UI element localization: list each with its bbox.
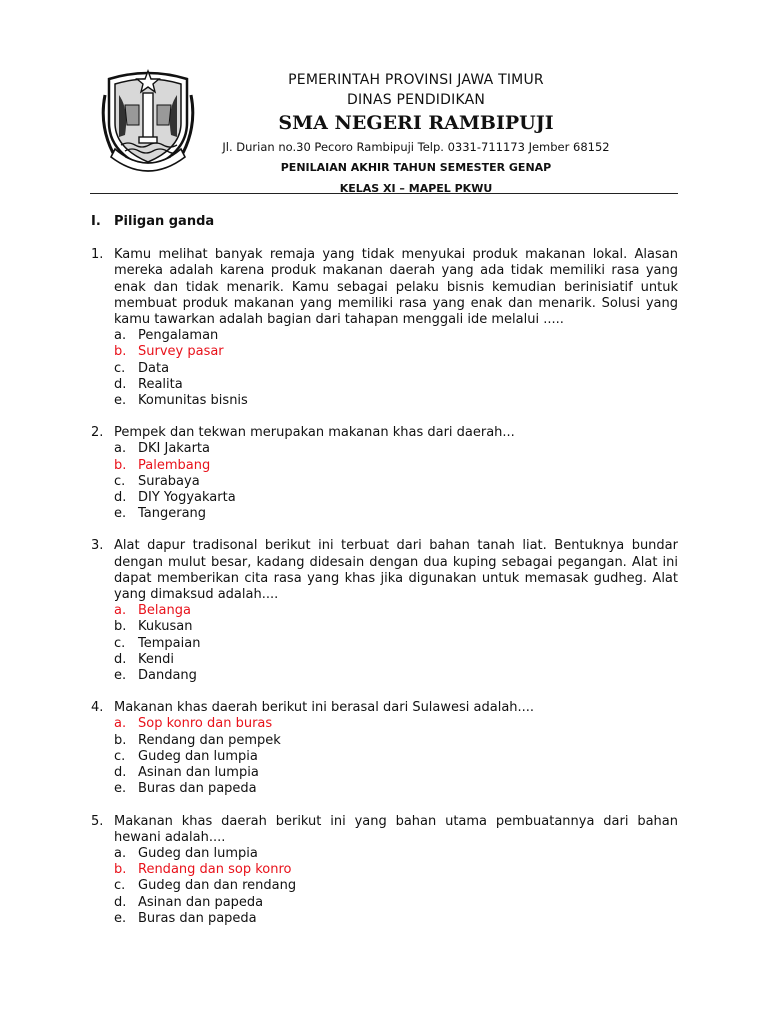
answer-options <box>114 603 678 684</box>
question-item <box>91 700 678 797</box>
option-text: Gudeg dan dan rendang <box>138 878 297 894</box>
department-name: DINAS PENDIDIKAN <box>346 92 486 108</box>
option-text: Tangerang <box>138 506 207 522</box>
option-letter: c. <box>114 473 126 489</box>
answer-option <box>114 361 678 377</box>
answer-options <box>114 328 678 409</box>
option-text: Palembang <box>138 457 211 473</box>
option-text: Pengalaman <box>138 328 219 344</box>
option-letter: a. <box>114 603 127 619</box>
option-text: Buras dan papeda <box>138 910 257 926</box>
question-number: 3. <box>91 538 104 554</box>
answer-option <box>114 781 678 797</box>
answer-option <box>114 878 678 894</box>
option-letter: b. <box>114 862 127 878</box>
answer-option-correct <box>114 716 678 732</box>
answer-option-correct <box>114 458 678 474</box>
answer-option-correct <box>114 862 678 878</box>
question-row <box>91 538 678 603</box>
option-text: Asinan dan lumpia <box>138 765 259 781</box>
answer-option <box>114 733 678 749</box>
section-number: I. <box>91 214 101 229</box>
government-name: PEMERINTAH PROVINSI JAWA TIMUR <box>288 72 544 88</box>
question-item <box>91 425 678 522</box>
answer-options <box>114 441 678 522</box>
answer-option-correct <box>114 344 678 360</box>
option-letter: c. <box>114 748 126 764</box>
answer-option <box>114 506 678 522</box>
option-letter: b. <box>114 732 127 748</box>
option-letter: e. <box>114 506 127 522</box>
question-number: 1. <box>91 247 104 263</box>
answer-option <box>114 474 678 490</box>
question-text: Alat dapur tradisonal berikut ini terbuat dari bahan tanah liat. Bentuknya bundar dengan mulut besar, kadang didesain dengan dua kuping sebagai pegangan. Alat ini dapat memberikan cita rasa yang khas jika digunakan untuk memasak gudheg. Alat yang dimaksud adalah.... <box>114 538 678 603</box>
option-letter: e. <box>114 781 127 797</box>
option-text: DKI Jakarta <box>138 441 210 457</box>
question-text: Pempek dan tekwan merupakan makanan khas dari daerah... <box>114 425 515 441</box>
option-letter: b. <box>114 619 127 635</box>
option-text: Sop konro dan buras <box>138 716 273 732</box>
answer-option <box>114 749 678 765</box>
question-item <box>91 247 678 409</box>
answer-option <box>114 636 678 652</box>
answer-option <box>114 765 678 781</box>
question-number: 2. <box>91 425 104 441</box>
option-text: Surabaya <box>138 473 200 489</box>
option-letter: d. <box>114 894 127 910</box>
question-list <box>91 247 678 927</box>
header-divider <box>90 193 678 194</box>
option-text: Komunitas bisnis <box>138 393 248 409</box>
option-text: Dandang <box>138 668 197 684</box>
answer-option <box>114 668 678 684</box>
question-text: Kamu melihat banyak remaja yang tidak menyukai produk makanan lokal. Alasan mereka adalah karena produk makanan daerah yang ada tidak memiliki rasa yang enak dan tidak menarik. Kamu sebagai pelaku bisnis kemudian berinisiatif untuk membuat produk makanan yang memiliki rasa yang enak dan menarik. Solusi yang kamu tawarkan adalah bagian dari tahapan menggali ide melalui ..... <box>114 247 678 328</box>
option-letter: d. <box>114 651 127 667</box>
school-address: Jl. Durian no.30 Pecoro Rambipuji Telp. 0331-711173 Jember 68152 <box>222 140 610 154</box>
class-subject: KELAS XI – MAPEL PKWU <box>339 182 493 195</box>
answer-options <box>114 716 678 797</box>
answer-option <box>114 377 678 393</box>
question-item <box>91 814 678 927</box>
school-name: SMA NEGERI RAMBIPUJI <box>278 112 554 134</box>
section-heading <box>91 214 678 230</box>
exam-title: PENILAIAN AKHIR TAHUN SEMESTER GENAP <box>280 161 552 174</box>
answer-option <box>114 846 678 862</box>
option-text: Realita <box>138 376 183 392</box>
option-text: Gudeg dan lumpia <box>138 748 258 764</box>
answer-options <box>114 846 678 927</box>
option-letter: c. <box>114 878 126 894</box>
option-letter: a. <box>114 328 127 344</box>
exam-content <box>91 214 678 943</box>
option-text: Asinan dan papeda <box>138 894 264 910</box>
option-text: Gudeg dan lumpia <box>138 845 258 861</box>
answer-option-correct <box>114 603 678 619</box>
option-text: Survey pasar <box>138 344 224 360</box>
option-letter: a. <box>114 441 127 457</box>
letterhead <box>210 70 622 198</box>
option-letter: d. <box>114 490 127 506</box>
option-letter: b. <box>114 344 127 360</box>
question-row <box>91 247 678 328</box>
answer-option <box>114 619 678 635</box>
option-text: DIY Yogyakarta <box>138 490 236 506</box>
question-row <box>91 700 678 716</box>
option-text: Tempaian <box>138 635 201 651</box>
option-letter: d. <box>114 765 127 781</box>
question-text: Makanan khas daerah berikut ini berasal dari Sulawesi adalah.... <box>114 700 535 716</box>
option-letter: d. <box>114 376 127 392</box>
answer-option <box>114 652 678 668</box>
option-letter: e. <box>114 668 127 684</box>
answer-option <box>114 911 678 927</box>
option-letter: c. <box>114 635 126 651</box>
option-text: Data <box>138 360 170 376</box>
option-text: Belanga <box>138 603 191 619</box>
option-text: Rendang dan sop konro <box>138 862 292 878</box>
answer-option <box>114 895 678 911</box>
option-letter: a. <box>114 716 127 732</box>
option-text: Buras dan papeda <box>138 781 257 797</box>
answer-option <box>114 393 678 409</box>
question-number: 5. <box>91 813 104 829</box>
option-text: Kendi <box>138 651 174 667</box>
option-letter: c. <box>114 360 126 376</box>
answer-option <box>114 441 678 457</box>
question-item <box>91 538 678 684</box>
answer-option <box>114 328 678 344</box>
question-row <box>91 425 678 441</box>
jawa-timur-emblem-icon <box>95 65 201 177</box>
option-text: Kukusan <box>138 619 193 635</box>
section-title: Piligan ganda <box>114 214 215 229</box>
option-letter: b. <box>114 457 127 473</box>
option-letter: e. <box>114 393 127 409</box>
question-row <box>91 814 678 846</box>
question-text: Makanan khas daerah berikut ini yang bahan utama pembuatannya dari bahan hewani adalah.... <box>114 813 678 845</box>
question-number: 4. <box>91 700 104 716</box>
option-letter: e. <box>114 910 127 926</box>
option-text: Rendang dan pempek <box>138 732 281 748</box>
answer-option <box>114 490 678 506</box>
option-letter: a. <box>114 845 127 861</box>
